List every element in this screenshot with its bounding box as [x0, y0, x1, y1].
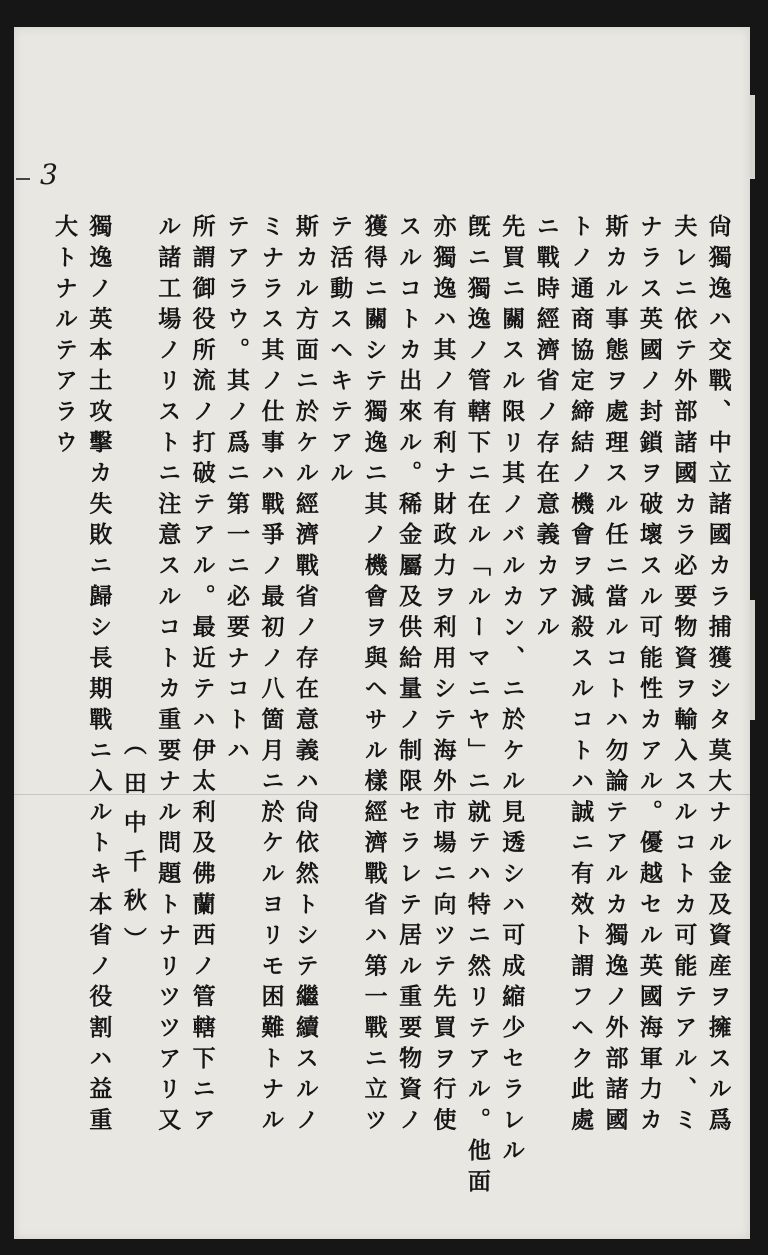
- text-column: 亦獨逸ハ其ノ有利ナ財政力ヲ利用シテ海外市場ニ向ツテ先買ヲ行使: [429, 214, 457, 1138]
- text-column: 所謂御役所流ノ打破テアル。最近テハ伊太利及佛蘭西ノ管轄下ニア: [188, 214, 216, 1138]
- vertical-text-block: [50, 214, 732, 1200]
- text-column: 斯カル事態ヲ處理スル任ニ當ルコトハ勿論テアルカ獨逸ノ外部諸國: [601, 214, 629, 1138]
- text-column: 大トナルテアラウ: [51, 214, 78, 461]
- page-number: 3: [40, 158, 58, 191]
- text-column: スルコトカ出來ル。稀金屬及供給量ノ制限セラレテ居ル重要物資ノ: [395, 214, 423, 1138]
- text-column: 斯カル方面ニ於ケル經濟戰省ノ存在意義ハ尙依然トシテ繼續スルノ: [291, 214, 319, 1138]
- text-column: トノ通商協定締結ノ機會ヲ減殺スルコトハ誠ニ有效ト謂フヘク此處: [567, 214, 595, 1138]
- text-column: 夫レニ依テ外部諸國カラ必要物資ヲ輸入スルコトカ可能テアル、ミ: [670, 214, 698, 1138]
- text-column: ニ戰時經濟省ノ存在意義カアル: [532, 214, 560, 646]
- text-column: 旣ニ獨逸ノ管轄下ニ在ル「ルーマニヤ」ニ就テハ特ニ然リテアル。他面: [463, 214, 491, 1200]
- text-column: テアラウ。其ノ爲ニ第一ニ必要ナコトハ: [223, 214, 251, 769]
- text-column: テ活動スヘキテアル: [326, 214, 354, 492]
- text-column: 獲得ニ關シテ獨逸ニ其ノ機會ヲ與ヘサル樣經濟戰省ハ第一戰ニ立ツ: [360, 214, 388, 1138]
- text-column: ル諸工場ノリストニ注意スルコトカ重要ナル問題トナリツツアリ又: [154, 214, 182, 1138]
- author-signature: （田中千秋）: [119, 732, 147, 966]
- margin-mark: [16, 178, 30, 180]
- text-column: 先買ニ關スル限リ其ノバルカン、ニ於ケル見透シハ可成縮少セラレル: [498, 214, 526, 1169]
- text-column: 獨逸ノ英本土攻擊カ失敗ニ歸シ長期戰ニ入ルトキ本省ノ役割ハ益重: [85, 214, 113, 1138]
- text-column: ミナラス其ノ仕事ハ戰爭ノ最初ノ八箇月ニ於ケルヨリモ困難トナル: [257, 214, 285, 1138]
- text-column: ナラス英國ノ封鎖ヲ破壞スル可能性カアル。優越セル英國海軍力カ: [635, 214, 663, 1138]
- text-column: 尙獨逸ハ交戰、中立諸國カラ捕獲シタ莫大ナル金及資産ヲ擁スル爲: [704, 214, 732, 1138]
